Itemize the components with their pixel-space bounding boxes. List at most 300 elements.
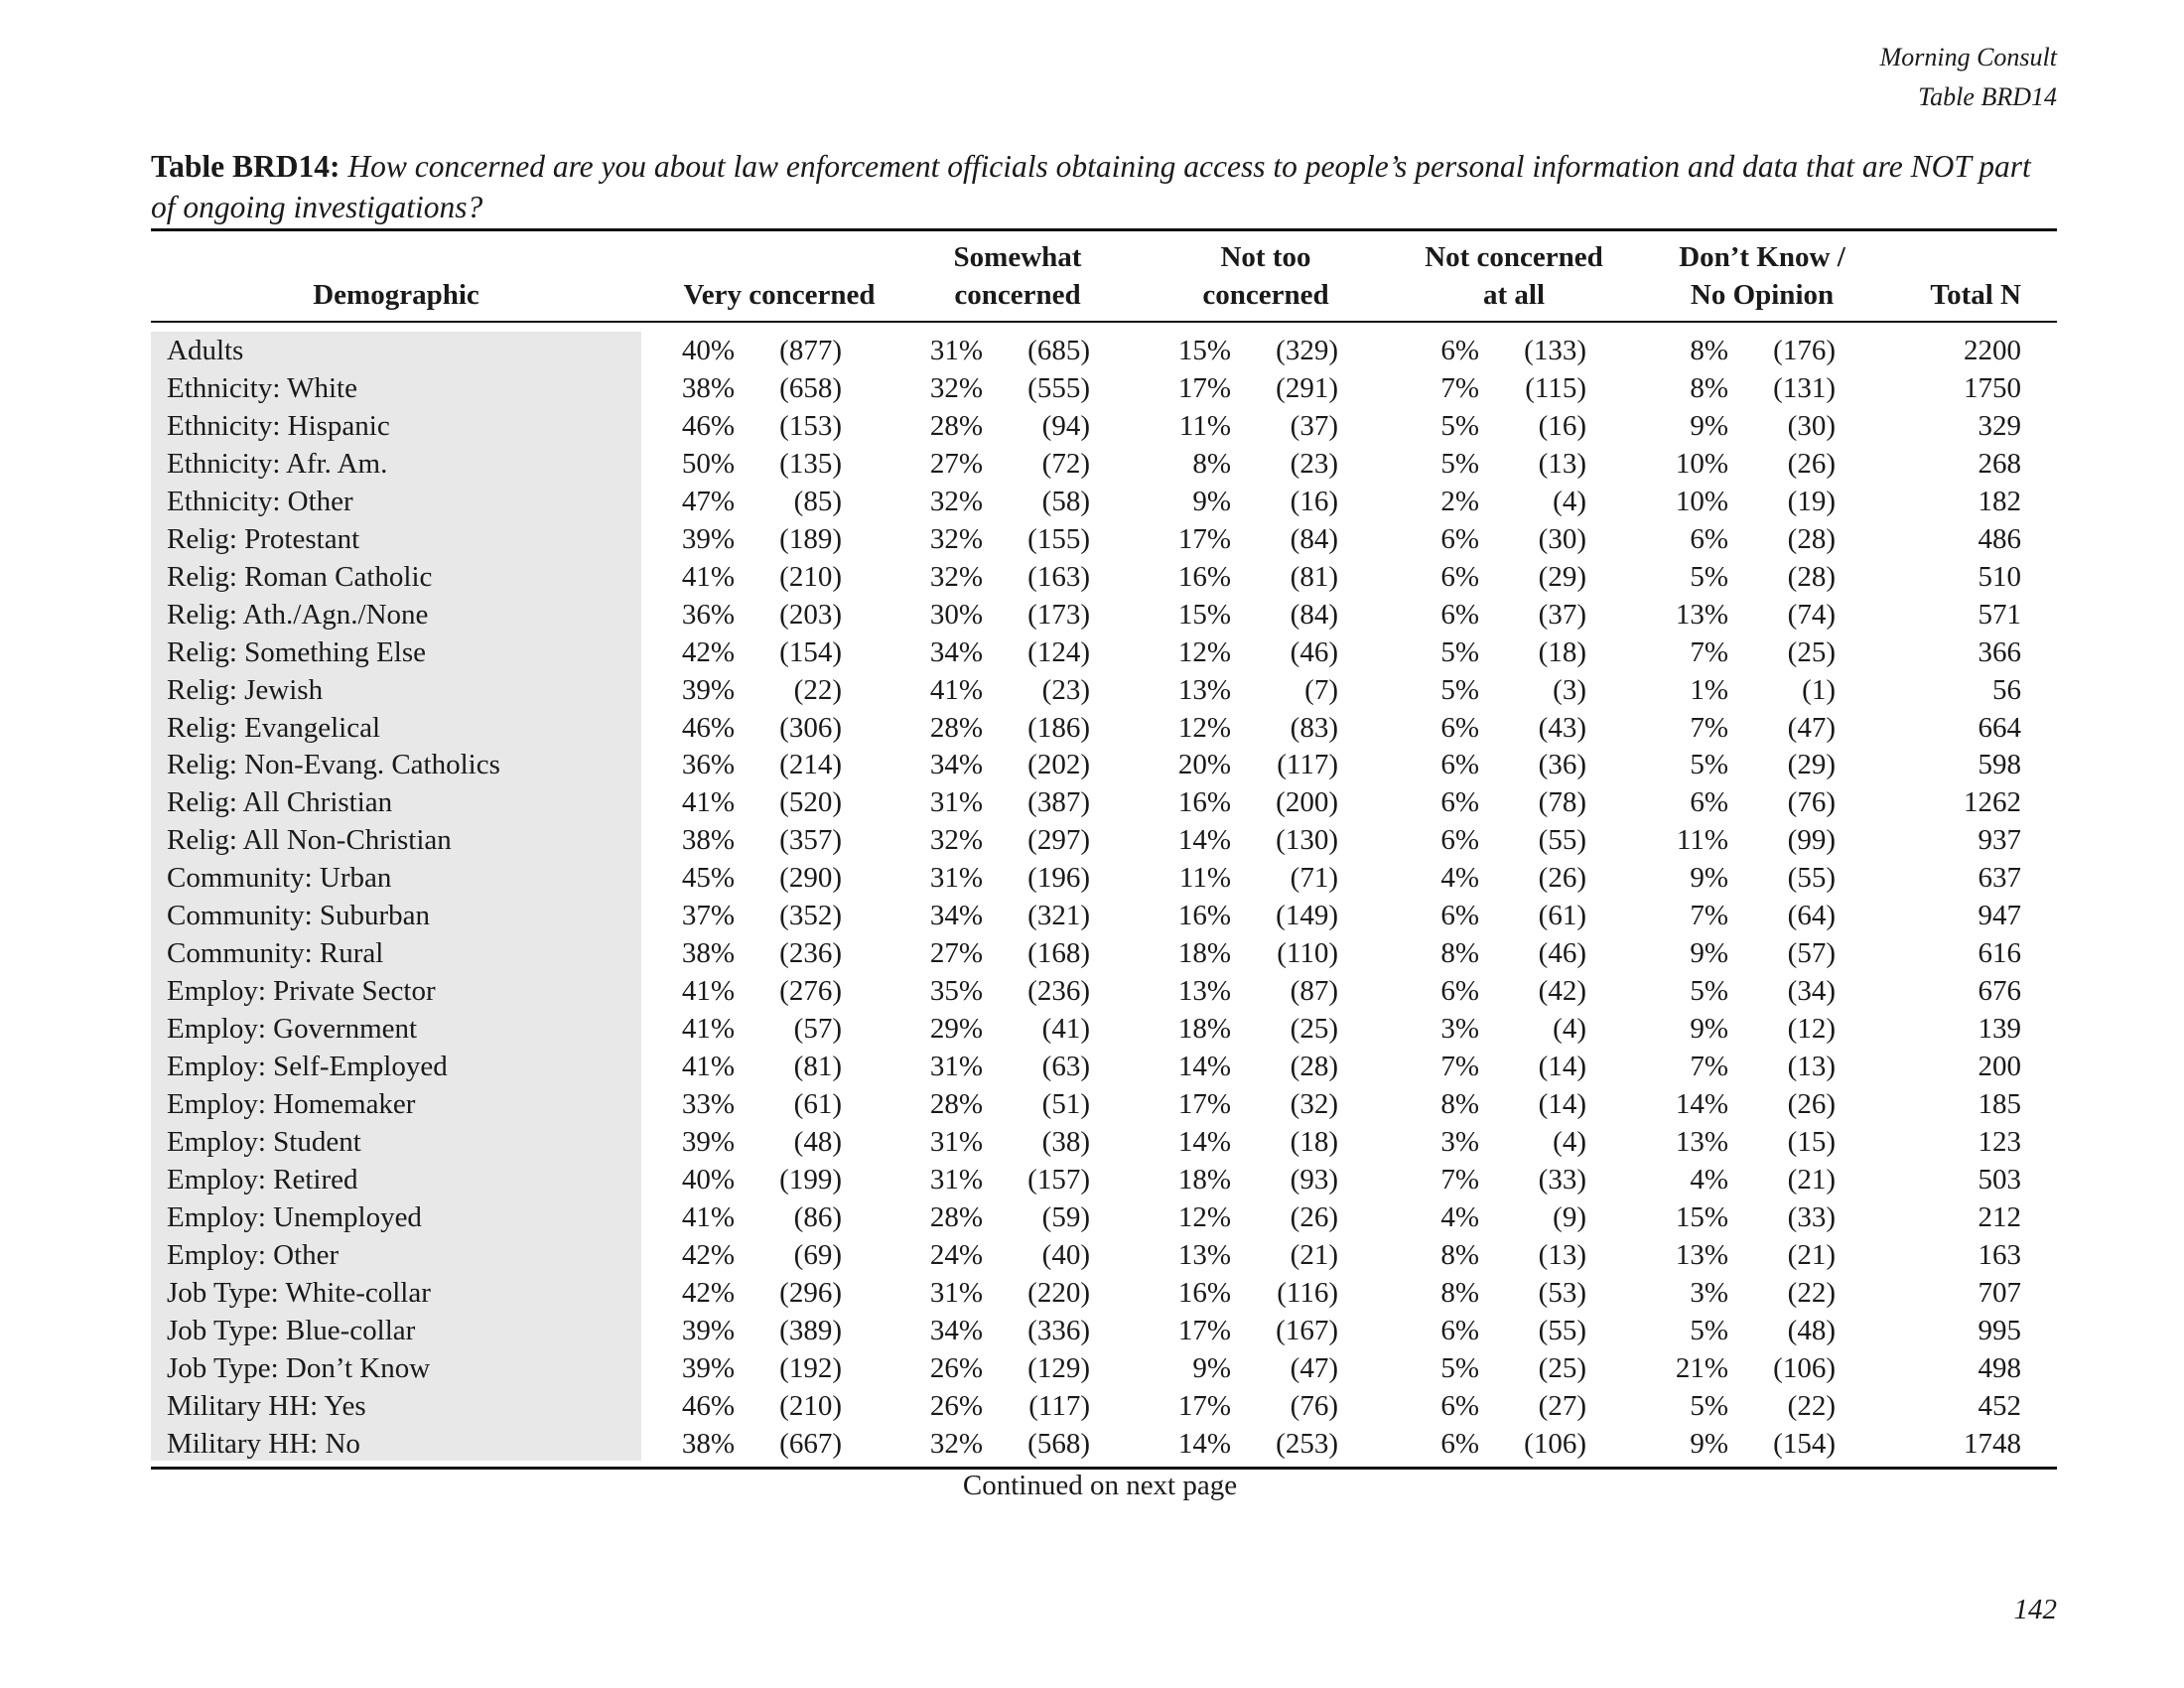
- cell-total-n: 571: [1978, 598, 2021, 631]
- col-header-demographic: Demographic: [313, 279, 479, 311]
- cell-count: (46): [1538, 937, 1586, 970]
- cell-count: (26): [1538, 862, 1586, 895]
- cell-percent: 14%: [1675, 1088, 1728, 1120]
- row-label: Relig: All Christian: [167, 786, 393, 819]
- cell-percent: 9%: [1690, 862, 1728, 895]
- cell-count: (63): [1041, 1051, 1090, 1083]
- cell-count: (3): [1553, 673, 1586, 706]
- cell-percent: 31%: [929, 1163, 983, 1196]
- cell-percent: 9%: [1192, 1351, 1231, 1384]
- cell-percent: 9%: [1690, 409, 1728, 442]
- cell-percent: 41%: [681, 1013, 735, 1046]
- cell-total-n: 498: [1978, 1351, 2021, 1384]
- col-header-line1: Not too: [1220, 241, 1311, 273]
- cell-count: (157): [1027, 1163, 1090, 1196]
- cell-percent: 17%: [1177, 1314, 1231, 1346]
- table-row: [0, 783, 2184, 821]
- cell-percent: 13%: [1675, 1125, 1728, 1158]
- col-header-very-concerned: [655, 238, 903, 314]
- cell-count: (214): [779, 749, 842, 781]
- cell-count: (9): [1553, 1200, 1586, 1233]
- row-label: Employ: Self-Employed: [167, 1051, 448, 1083]
- cell-count: (189): [779, 522, 842, 555]
- cell-percent: 7%: [1440, 1051, 1479, 1083]
- cell-percent: 15%: [1675, 1200, 1728, 1233]
- table-row: [0, 897, 2184, 934]
- cell-count: (30): [1538, 522, 1586, 555]
- page-number: 142: [2013, 1594, 2057, 1625]
- cell-percent: 5%: [1440, 447, 1479, 480]
- cell-count: (387): [1027, 786, 1090, 819]
- cell-percent: 7%: [1440, 1163, 1479, 1196]
- col-header-not-concerned-at-all: [1390, 238, 1638, 314]
- cell-percent: 14%: [1177, 1125, 1231, 1158]
- cell-percent: 18%: [1177, 1163, 1231, 1196]
- cell-count: (57): [793, 1013, 842, 1046]
- cell-percent: 6%: [1690, 522, 1728, 555]
- cell-percent: 31%: [929, 335, 983, 366]
- cell-percent: 28%: [929, 409, 983, 442]
- table-row: [0, 1198, 2184, 1236]
- cell-total-n: 1262: [1964, 786, 2021, 819]
- cell-percent: 28%: [929, 1200, 983, 1233]
- cell-count: (87): [1290, 975, 1338, 1008]
- table-row: [0, 332, 2184, 369]
- col-header-line2: at all: [1482, 279, 1546, 311]
- cell-percent: 50%: [681, 447, 735, 480]
- table-id: Table BRD14: [1918, 82, 2057, 111]
- row-label: Relig: Protestant: [167, 522, 360, 555]
- row-label: Employ: Homemaker: [167, 1088, 416, 1120]
- cell-percent: 28%: [929, 1088, 983, 1120]
- cell-percent: 40%: [681, 335, 735, 366]
- cell-count: (16): [1538, 409, 1586, 442]
- cell-percent: 38%: [681, 824, 735, 857]
- cell-percent: 8%: [1690, 371, 1728, 404]
- cell-count: (110): [1277, 937, 1338, 970]
- cell-percent: 14%: [1177, 1427, 1231, 1460]
- cell-total-n: 366: [1978, 635, 2021, 668]
- cell-percent: 21%: [1675, 1351, 1728, 1384]
- cell-count: (321): [1027, 900, 1090, 932]
- cell-count: (43): [1538, 711, 1586, 744]
- cell-percent: 11%: [1178, 409, 1231, 442]
- cell-count: (276): [779, 975, 842, 1008]
- cell-percent: 41%: [929, 673, 983, 706]
- cell-percent: 37%: [681, 900, 735, 932]
- cell-count: (167): [1276, 1314, 1338, 1346]
- cell-total-n: 182: [1978, 485, 2021, 517]
- table-row: [0, 709, 2184, 747]
- cell-percent: 17%: [1177, 1088, 1231, 1120]
- cell-percent: 8%: [1440, 937, 1479, 970]
- cell-percent: 42%: [681, 1238, 735, 1271]
- cell-count: (37): [1538, 598, 1586, 631]
- cell-count: (21): [1290, 1238, 1338, 1271]
- row-label: Relig: Jewish: [167, 673, 324, 706]
- cell-count: (41): [1041, 1013, 1090, 1046]
- cell-percent: 41%: [681, 975, 735, 1008]
- cell-percent: 6%: [1690, 786, 1728, 819]
- cell-count: (253): [1276, 1427, 1338, 1460]
- table-row: [0, 859, 2184, 897]
- cell-count: (236): [1027, 975, 1090, 1008]
- cell-count: (30): [1787, 409, 1836, 442]
- cell-count: (117): [1028, 1389, 1090, 1422]
- cell-percent: 32%: [929, 371, 983, 404]
- cell-count: (14): [1538, 1051, 1586, 1083]
- cell-percent: 24%: [929, 1238, 983, 1271]
- cell-count: (84): [1290, 598, 1338, 631]
- cell-count: (131): [1773, 371, 1836, 404]
- cell-percent: 6%: [1440, 335, 1479, 366]
- cell-percent: 38%: [681, 1427, 735, 1460]
- cell-count: (106): [1524, 1427, 1586, 1460]
- cell-count: (1): [1802, 673, 1836, 706]
- cell-total-n: 452: [1978, 1389, 2021, 1422]
- cell-count: (7): [1304, 673, 1338, 706]
- table-row: [0, 1274, 2184, 1312]
- cell-count: (15): [1787, 1125, 1836, 1158]
- cell-count: (33): [1538, 1163, 1586, 1196]
- cell-percent: 41%: [681, 1200, 735, 1233]
- cell-count: (173): [1027, 598, 1090, 631]
- cell-total-n: 123: [1978, 1125, 2021, 1158]
- cell-percent: 41%: [681, 1051, 735, 1083]
- table-row: [0, 1010, 2184, 1048]
- cell-percent: 5%: [1690, 1389, 1728, 1422]
- cell-count: (13): [1538, 1238, 1586, 1271]
- table-row: [0, 671, 2184, 709]
- col-header-somewhat-concerned: [893, 238, 1142, 314]
- table-row: [0, 520, 2184, 558]
- cell-count: (26): [1787, 447, 1836, 480]
- cell-percent: 39%: [681, 1351, 735, 1384]
- table-row: [0, 558, 2184, 596]
- cell-count: (76): [1787, 786, 1836, 819]
- cell-count: (76): [1290, 1389, 1338, 1422]
- cell-count: (29): [1538, 560, 1586, 593]
- cell-percent: 6%: [1440, 522, 1479, 555]
- col-header-dont-know: [1638, 238, 1886, 314]
- cell-count: (135): [779, 447, 842, 480]
- cell-count: (352): [779, 900, 842, 932]
- cell-percent: 18%: [1177, 937, 1231, 970]
- cell-percent: 12%: [1177, 635, 1231, 668]
- cell-count: (61): [793, 1088, 842, 1120]
- cell-percent: 27%: [929, 447, 983, 480]
- cell-count: (18): [1538, 635, 1586, 668]
- cell-percent: 13%: [1177, 673, 1231, 706]
- cell-count: (28): [1787, 560, 1836, 593]
- cell-count: (53): [1538, 1276, 1586, 1309]
- cell-percent: 6%: [1440, 1389, 1479, 1422]
- cell-total-n: 1748: [1964, 1427, 2021, 1460]
- row-label: Ethnicity: Other: [167, 485, 353, 517]
- cell-count: (199): [779, 1163, 842, 1196]
- row-label: Employ: Student: [167, 1125, 361, 1158]
- cell-count: (51): [1041, 1088, 1090, 1120]
- cell-percent: 4%: [1690, 1163, 1728, 1196]
- cell-count: (357): [779, 824, 842, 857]
- col-header-line2: concerned: [1202, 279, 1329, 311]
- cell-count: (202): [1027, 749, 1090, 781]
- header-rule: [151, 321, 2057, 323]
- cell-total-n: 163: [1978, 1238, 2021, 1271]
- cell-percent: 32%: [929, 522, 983, 555]
- row-label: Relig: Ath./Agn./None: [167, 598, 429, 631]
- cell-percent: 18%: [1177, 1013, 1231, 1046]
- cell-count: (25): [1290, 1013, 1338, 1046]
- cell-percent: 13%: [1177, 1238, 1231, 1271]
- cell-percent: 6%: [1440, 749, 1479, 781]
- row-label: Military HH: No: [167, 1427, 360, 1460]
- cell-percent: 31%: [929, 786, 983, 819]
- cell-count: (129): [1027, 1351, 1090, 1384]
- cell-count: (336): [1027, 1314, 1090, 1346]
- row-label: Community: Urban: [167, 862, 392, 895]
- cell-count: (154): [779, 635, 842, 668]
- col-header-line2: concerned: [954, 279, 1081, 311]
- cell-percent: 34%: [929, 749, 983, 781]
- cell-percent: 39%: [681, 522, 735, 555]
- cell-percent: 45%: [681, 862, 735, 895]
- cell-count: (192): [779, 1351, 842, 1384]
- cell-percent: 38%: [681, 937, 735, 970]
- cell-percent: 8%: [1440, 1276, 1479, 1309]
- cell-percent: 36%: [681, 749, 735, 781]
- col-header-line2: Very concerned: [683, 279, 876, 311]
- table-row: [0, 1048, 2184, 1085]
- cell-count: (4): [1553, 1013, 1586, 1046]
- cell-count: (72): [1041, 447, 1090, 480]
- cell-total-n: 598: [1978, 749, 2021, 781]
- row-label: Job Type: Blue-collar: [167, 1314, 416, 1346]
- cell-percent: 38%: [681, 371, 735, 404]
- cell-percent: 16%: [1177, 1276, 1231, 1309]
- cell-count: (46): [1290, 635, 1338, 668]
- cell-count: (83): [1290, 711, 1338, 744]
- cell-percent: 3%: [1440, 1013, 1479, 1046]
- cell-percent: 1%: [1690, 673, 1728, 706]
- cell-count: (168): [1027, 937, 1090, 970]
- cell-percent: 14%: [1177, 824, 1231, 857]
- cell-count: (220): [1027, 1276, 1090, 1309]
- table-row: [0, 596, 2184, 633]
- cell-count: (200): [1276, 786, 1338, 819]
- cell-percent: 2%: [1440, 485, 1479, 517]
- cell-count: (306): [779, 711, 842, 744]
- cell-count: (106): [1773, 1351, 1836, 1384]
- cell-percent: 32%: [929, 485, 983, 517]
- row-label: Employ: Government: [167, 1013, 418, 1046]
- cell-count: (48): [793, 1125, 842, 1158]
- table-row: [0, 1236, 2184, 1274]
- cell-count: (27): [1538, 1389, 1586, 1422]
- cell-percent: 32%: [929, 824, 983, 857]
- cell-percent: 17%: [1177, 1389, 1231, 1422]
- row-label: Relig: Evangelical: [167, 711, 381, 744]
- cell-percent: 5%: [1690, 560, 1728, 593]
- cell-count: (149): [1276, 900, 1338, 932]
- table-row: [0, 1349, 2184, 1387]
- cell-count: (186): [1027, 711, 1090, 744]
- cell-percent: 31%: [929, 1125, 983, 1158]
- table-row: [0, 633, 2184, 671]
- cell-count: (26): [1290, 1200, 1338, 1233]
- cell-percent: 32%: [929, 1427, 983, 1460]
- cell-total-n: 212: [1978, 1200, 2021, 1233]
- cell-total-n: 503: [1978, 1163, 2021, 1196]
- cell-count: (297): [1027, 824, 1090, 857]
- table-row: [0, 369, 2184, 407]
- cell-percent: 31%: [929, 1051, 983, 1083]
- table-row: [0, 1312, 2184, 1349]
- table-row: [0, 821, 2184, 859]
- row-label: Ethnicity: Afr. Am.: [167, 447, 388, 480]
- table-row: [0, 1161, 2184, 1198]
- cell-percent: 17%: [1177, 371, 1231, 404]
- row-label: Relig: Non-Evang. Catholics: [167, 749, 500, 781]
- cell-count: (290): [779, 862, 842, 895]
- cell-count: (81): [793, 1051, 842, 1083]
- row-label: Adults: [167, 335, 244, 366]
- cell-count: (133): [1524, 335, 1586, 366]
- continued-note: Continued on next page: [962, 1470, 1238, 1501]
- cell-count: (176): [1773, 335, 1836, 366]
- cell-percent: 9%: [1690, 937, 1728, 970]
- cell-percent: 33%: [681, 1088, 735, 1120]
- cell-count: (47): [1290, 1351, 1338, 1384]
- cell-total-n: 947: [1978, 900, 2021, 932]
- cell-percent: 15%: [1177, 335, 1231, 366]
- cell-count: (115): [1525, 371, 1586, 404]
- cell-percent: 6%: [1440, 975, 1479, 1008]
- cell-count: (22): [1787, 1389, 1836, 1422]
- cell-percent: 7%: [1690, 635, 1728, 668]
- cell-count: (124): [1027, 635, 1090, 668]
- cell-percent: 29%: [929, 1013, 983, 1046]
- cell-percent: 5%: [1440, 409, 1479, 442]
- cell-count: (667): [779, 1427, 842, 1460]
- cell-percent: 5%: [1440, 635, 1479, 668]
- cell-count: (37): [1290, 409, 1338, 442]
- cell-percent: 16%: [1177, 900, 1231, 932]
- col-header-line1: Don’t Know /: [1679, 241, 1845, 273]
- cell-percent: 13%: [1177, 975, 1231, 1008]
- cell-total-n: 56: [1992, 673, 2021, 706]
- cell-percent: 26%: [929, 1389, 983, 1422]
- cell-count: (34): [1787, 975, 1836, 1008]
- cell-percent: 8%: [1440, 1238, 1479, 1271]
- cell-percent: 30%: [929, 598, 983, 631]
- cell-count: (85): [793, 485, 842, 517]
- cell-count: (18): [1290, 1125, 1338, 1158]
- table-row: [0, 1085, 2184, 1123]
- cell-percent: 13%: [1675, 1238, 1728, 1271]
- cell-count: (154): [1773, 1427, 1836, 1460]
- row-label: Community: Rural: [167, 937, 384, 970]
- row-label: Ethnicity: Hispanic: [167, 409, 390, 442]
- cell-count: (71): [1290, 862, 1338, 895]
- cell-percent: 5%: [1440, 673, 1479, 706]
- cell-percent: 7%: [1690, 711, 1728, 744]
- cell-count: (16): [1290, 485, 1338, 517]
- cell-count: (59): [1041, 1200, 1090, 1233]
- cell-percent: 16%: [1177, 560, 1231, 593]
- row-label: Employ: Retired: [167, 1163, 358, 1196]
- cell-percent: 31%: [929, 862, 983, 895]
- cell-count: (877): [779, 335, 842, 366]
- cell-percent: 12%: [1177, 711, 1231, 744]
- cell-count: (29): [1787, 749, 1836, 781]
- cell-percent: 9%: [1690, 1427, 1728, 1460]
- cell-count: (236): [779, 937, 842, 970]
- cell-percent: 15%: [1177, 598, 1231, 631]
- row-label: Military HH: Yes: [167, 1389, 366, 1422]
- row-label: Employ: Unemployed: [167, 1200, 422, 1233]
- cell-percent: 40%: [681, 1163, 735, 1196]
- cell-count: (55): [1787, 862, 1836, 895]
- table-row: [0, 1387, 2184, 1425]
- cell-total-n: 510: [1978, 560, 2021, 593]
- cell-count: (4): [1553, 485, 1586, 517]
- row-label: Job Type: Don’t Know: [167, 1351, 431, 1384]
- cell-count: (25): [1538, 1351, 1586, 1384]
- cell-count: (4): [1553, 1125, 1586, 1158]
- cell-count: (155): [1027, 522, 1090, 555]
- cell-percent: 26%: [929, 1351, 983, 1384]
- table-row: [0, 972, 2184, 1010]
- cell-count: (13): [1787, 1051, 1836, 1083]
- row-label: Ethnicity: White: [167, 371, 357, 404]
- cell-count: (21): [1787, 1238, 1836, 1271]
- cell-count: (568): [1027, 1427, 1090, 1460]
- cell-percent: 6%: [1440, 824, 1479, 857]
- cell-count: (210): [779, 560, 842, 593]
- cell-percent: 31%: [929, 1276, 983, 1309]
- cell-count: (55): [1538, 1314, 1586, 1346]
- col-header-line1: Somewhat: [953, 241, 1082, 273]
- cell-count: (86): [793, 1200, 842, 1233]
- cell-percent: 6%: [1440, 560, 1479, 593]
- cell-percent: 32%: [929, 560, 983, 593]
- cell-count: (296): [779, 1276, 842, 1309]
- cell-percent: 41%: [681, 560, 735, 593]
- cell-count: (33): [1787, 1200, 1836, 1233]
- cell-count: (61): [1538, 900, 1586, 932]
- cell-percent: 5%: [1690, 1314, 1728, 1346]
- cell-percent: 28%: [929, 711, 983, 744]
- cell-percent: 8%: [1690, 335, 1728, 366]
- cell-percent: 9%: [1192, 485, 1231, 517]
- col-header-not-too-concerned: [1142, 238, 1390, 314]
- cell-count: (130): [1276, 824, 1338, 857]
- cell-count: (25): [1787, 635, 1836, 668]
- row-label: Community: Suburban: [167, 900, 431, 932]
- cell-percent: 16%: [1177, 786, 1231, 819]
- cell-total-n: 616: [1978, 937, 2021, 970]
- cell-percent: 34%: [929, 635, 983, 668]
- cell-percent: 7%: [1690, 900, 1728, 932]
- cell-percent: 5%: [1690, 975, 1728, 1008]
- cell-percent: 6%: [1440, 1427, 1479, 1460]
- cell-percent: 5%: [1440, 1351, 1479, 1384]
- cell-percent: 42%: [681, 1276, 735, 1309]
- cell-count: (117): [1277, 749, 1338, 781]
- table-row: [0, 746, 2184, 783]
- cell-count: (12): [1787, 1013, 1836, 1046]
